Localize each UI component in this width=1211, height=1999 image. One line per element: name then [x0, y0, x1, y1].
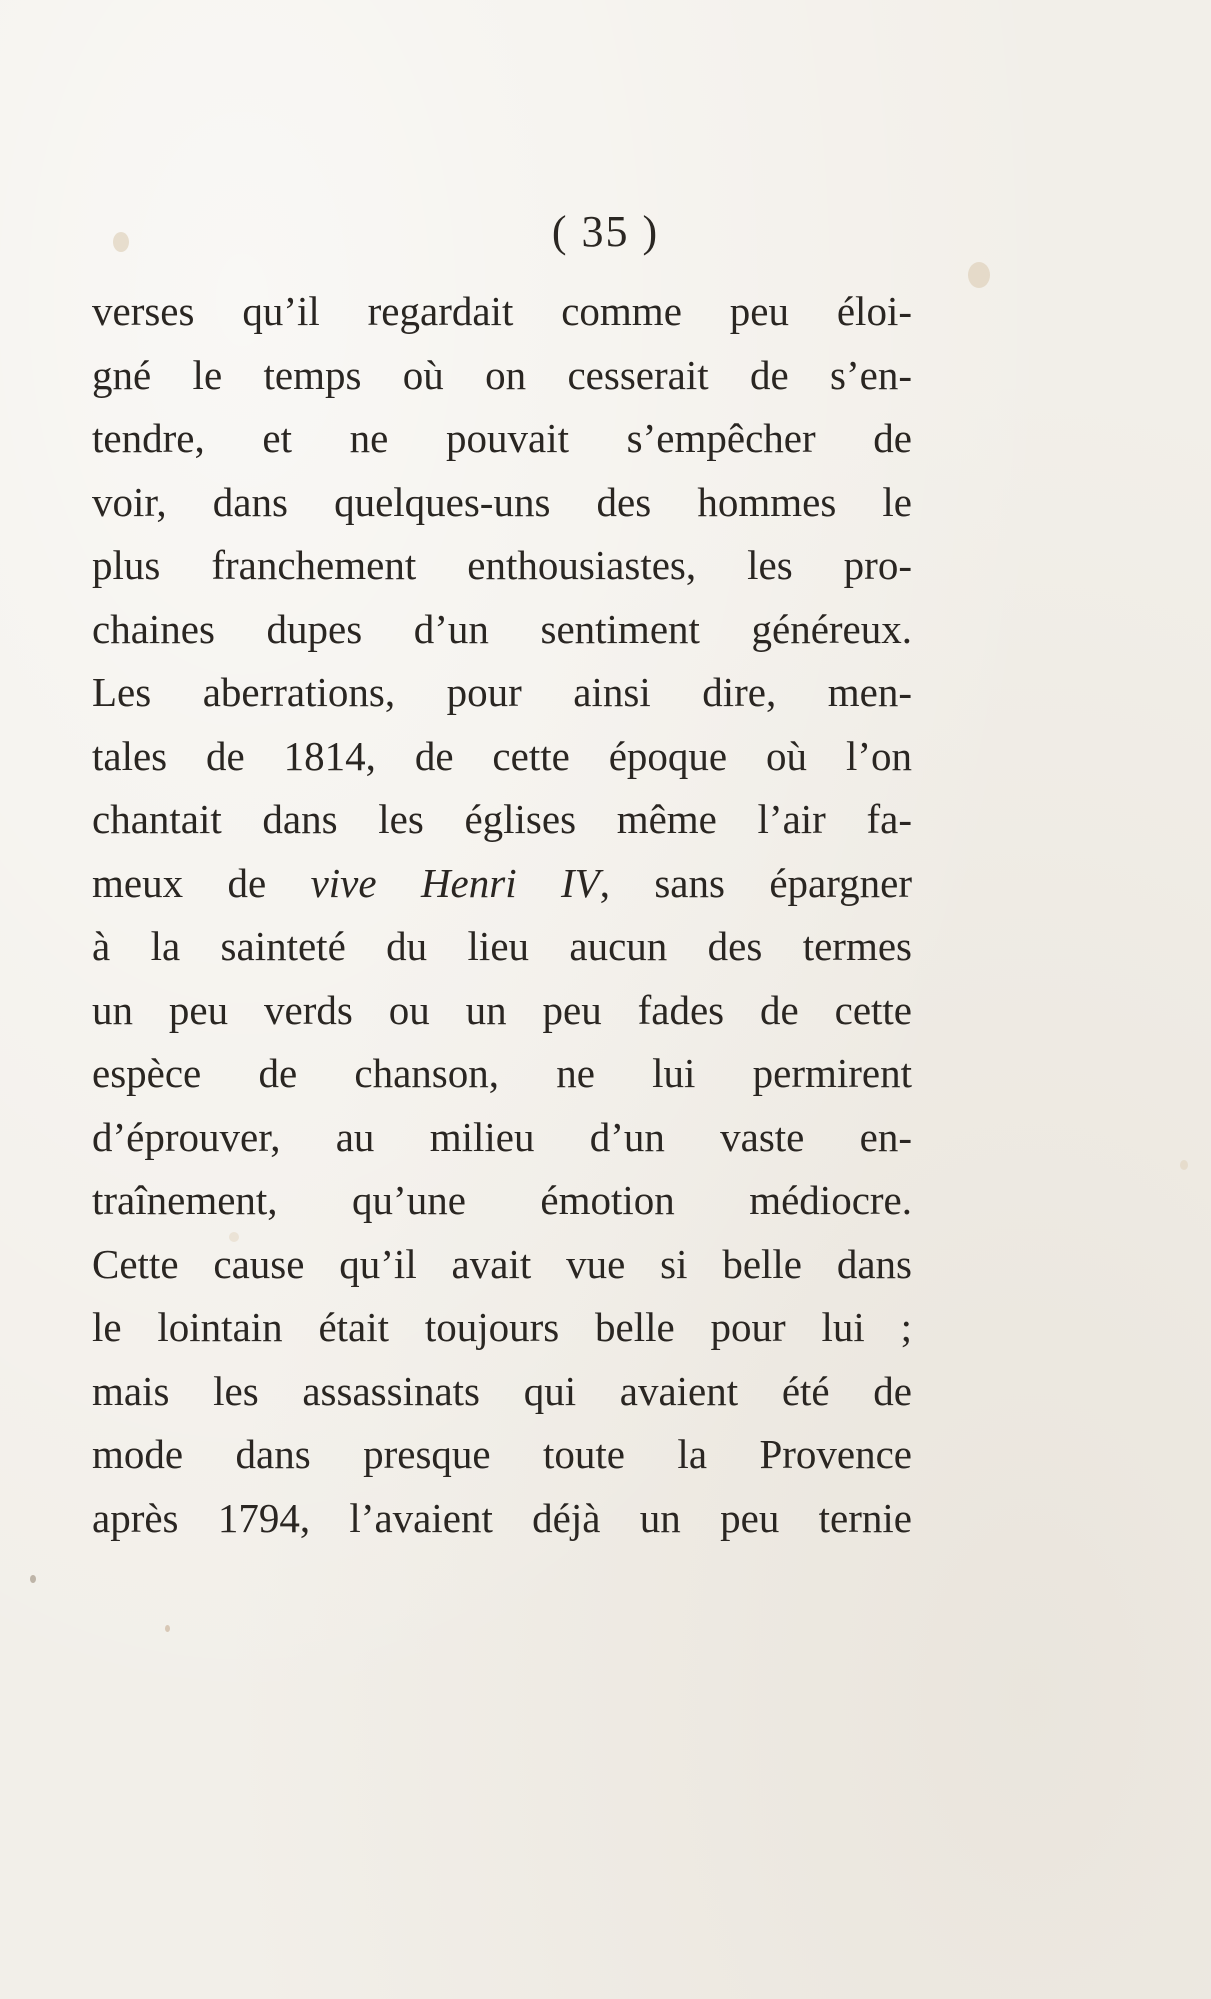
page-number: ( 35 ) [551, 207, 660, 256]
text-line: chaines dupes d’un sentiment généreux. [92, 605, 912, 652]
text-line: traînement, qu’une émotion médiocre. [92, 1177, 912, 1223]
paper-stain [30, 1575, 36, 1583]
text-line: voir, dans quelques-uns des hommes le [92, 478, 912, 525]
text-line: mode dans presque toute la Provence [92, 1431, 912, 1477]
text-line: d’éprouver, au milieu d’un vaste en- [92, 1113, 912, 1160]
paper-stain [165, 1625, 170, 1632]
text-line: espèce de chanson, ne lui permirent [92, 1050, 912, 1096]
text-line: tales de 1814, de cette époque où l’on [92, 732, 912, 779]
text-line: mais les assassinats qui avaient été de [92, 1367, 912, 1414]
text-line: un peu verds ou un peu fades de cette [92, 986, 912, 1033]
text-segment: , sans épargner [599, 859, 912, 906]
text-line: tendre, et ne pouvait s’empêcher de [92, 415, 912, 461]
paper-stain [968, 262, 990, 288]
text-line: à la sainteté du lieu aucun des termes [92, 923, 912, 969]
text-line: après 1794, l’avaient déjà un peu ternie [92, 1494, 912, 1541]
text-segment: meux de [92, 859, 311, 906]
text-line: plus franchement enthousiastes, les pro- [92, 542, 912, 588]
text-line-with-italic [92, 852, 912, 916]
text-line: verses qu’il regardait comme peu éloi- [92, 288, 912, 334]
text-line: Les aberrations, pour ainsi dire, men- [92, 669, 912, 715]
text-line: gné le temps où on cesserait de s’en- [92, 351, 912, 398]
body-text [92, 280, 912, 1550]
text-line: le lointain était toujours belle pour lui ; [92, 1304, 912, 1350]
italic-phrase: vive Henri IV [310, 859, 600, 906]
text-line: chantait dans les églises même l’air fa- [92, 796, 912, 842]
text-line: Cette cause qu’il avait vue si belle dans [92, 1240, 912, 1287]
paper-stain [1180, 1160, 1188, 1170]
